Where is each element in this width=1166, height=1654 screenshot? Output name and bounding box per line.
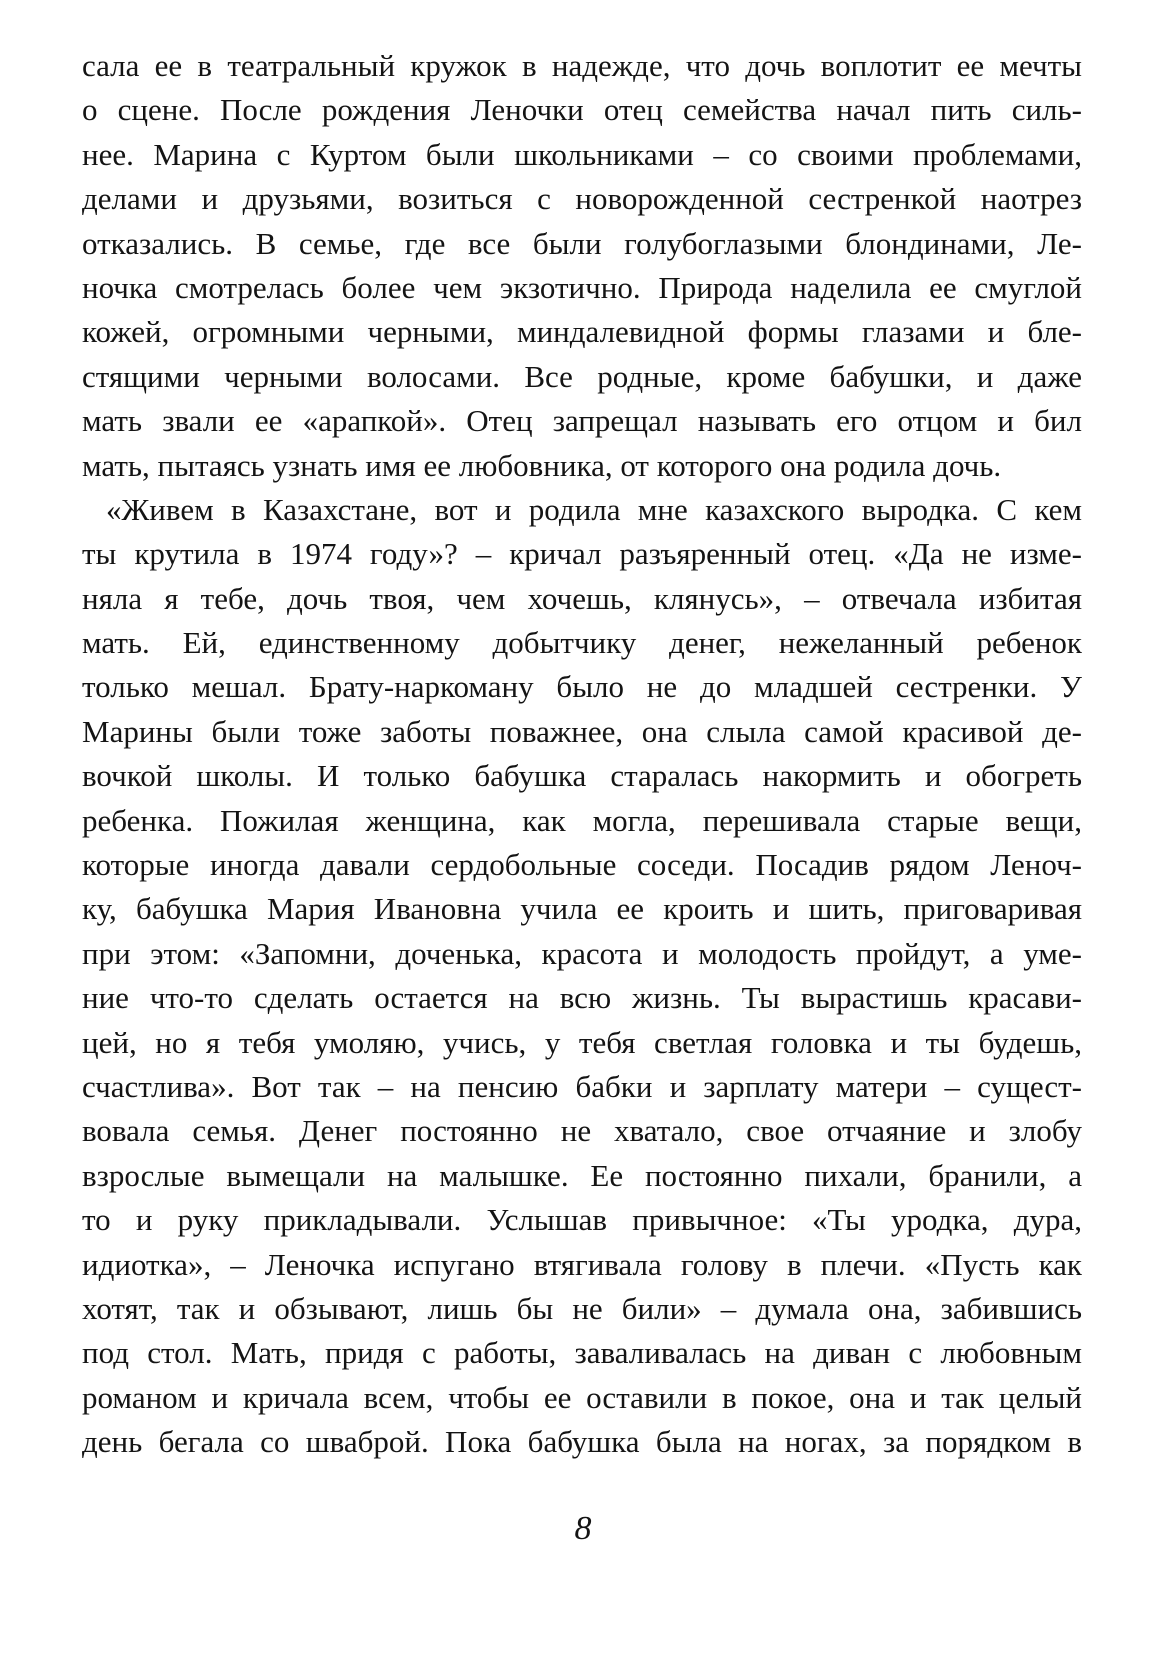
text-line: ночка смотрелась более чем экзотично. Природа наделила ее смуглой bbox=[82, 269, 1082, 305]
text-line: то и руку прикладывали. Услышав привычное: «Ты уродка, дура, bbox=[82, 1202, 1082, 1238]
text-line: няла я тебе, дочь твоя, чем хочешь, клянусь», – отвечала избитая bbox=[82, 580, 1082, 616]
text-line: под стол. Мать, придя с работы, заваливалась на диван с любовным bbox=[82, 1335, 1082, 1371]
text-line: при этом: «Запомни, доченька, красота и молодость пройдут, а уме- bbox=[82, 935, 1082, 971]
text-line: «Живем в Казахстане, вот и родила мне казахского выродка. С кем bbox=[106, 491, 1082, 527]
body-text bbox=[82, 44, 1082, 1465]
text-line: о сцене. После рождения Леночки отец семейства начал пить силь- bbox=[82, 92, 1082, 128]
text-line: сала ее в театральный кружок в надежде, что дочь воплотит ее мечты bbox=[82, 48, 1082, 83]
text-line: взрослые вымещали на малышке. Ее постоянно пихали, бранили, а bbox=[82, 1157, 1082, 1193]
page-number: 8 bbox=[574, 1510, 592, 1547]
text-line: стящими черными волосами. Все родные, кроме бабушки, и даже bbox=[82, 358, 1082, 394]
text-line: мать. Ей, единственному добытчику денег, нежеланный ребенок bbox=[82, 625, 1082, 661]
text-line: ку, бабушка Мария Ивановна учила ее кроить и шить, приговаривая bbox=[82, 891, 1082, 927]
text-line: только мешал. Брату-наркоману было не до младшей сестренки. У bbox=[82, 669, 1082, 705]
text-line: Марины были тоже заботы поважнее, она слыла самой красивой де- bbox=[82, 713, 1082, 749]
text-line: которые иногда давали сердобольные соседи. Посадив рядом Леноч- bbox=[82, 847, 1082, 883]
text-line: мать, пытаясь узнать имя ее любовника, от которого она родила дочь. bbox=[82, 447, 1002, 483]
text-line: ты крутила в 1974 году»? – кричал разъяренный отец. «Да не изме- bbox=[82, 536, 1082, 572]
text-line: кожей, огромными черными, миндалевидной формы глазами и бле- bbox=[82, 314, 1082, 350]
text-line: нее. Марина с Куртом были школьниками – со своими проблемами, bbox=[82, 136, 1082, 172]
text-line: хотят, так и обзывают, лишь бы не били» – думала она, забившись bbox=[82, 1290, 1082, 1326]
text-line: мать звали ее «арапкой». Отец запрещал называть его отцом и бил bbox=[82, 403, 1082, 439]
text-line: вовала семья. Денег постоянно не хватало, свое отчаяние и злобу bbox=[82, 1113, 1082, 1149]
text-line: ребенка. Пожилая женщина, как могла, перешивала старые вещи, bbox=[82, 802, 1082, 838]
paragraph-1 bbox=[82, 44, 1082, 488]
text-line: отказались. В семье, где все были голубоглазыми блондинами, Ле- bbox=[82, 225, 1082, 261]
text-line: день бегала со шваброй. Пока бабушка была на ногах, за порядком в bbox=[82, 1424, 1082, 1460]
text-line: счастлива». Вот так – на пенсию бабки и зарплату матери – сущест- bbox=[82, 1068, 1082, 1104]
paragraph-2 bbox=[82, 488, 1082, 1465]
text-line: вочкой школы. И только бабушка старалась накормить и обогреть bbox=[82, 758, 1082, 794]
text-line: делами и друзьями, возиться с новорожденной сестренкой наотрез bbox=[82, 181, 1082, 217]
text-line: ние что-то сделать остается на всю жизнь. Ты вырастишь красави- bbox=[82, 980, 1082, 1016]
text-line: идиотка», – Леночка испугано втягивала голову в плечи. «Пусть как bbox=[82, 1246, 1082, 1282]
text-line: цей, но я тебя умоляю, учись, у тебя светлая головка и ты будешь, bbox=[82, 1024, 1082, 1060]
text-line: романом и кричала всем, чтобы ее оставили в покое, она и так целый bbox=[82, 1379, 1082, 1415]
